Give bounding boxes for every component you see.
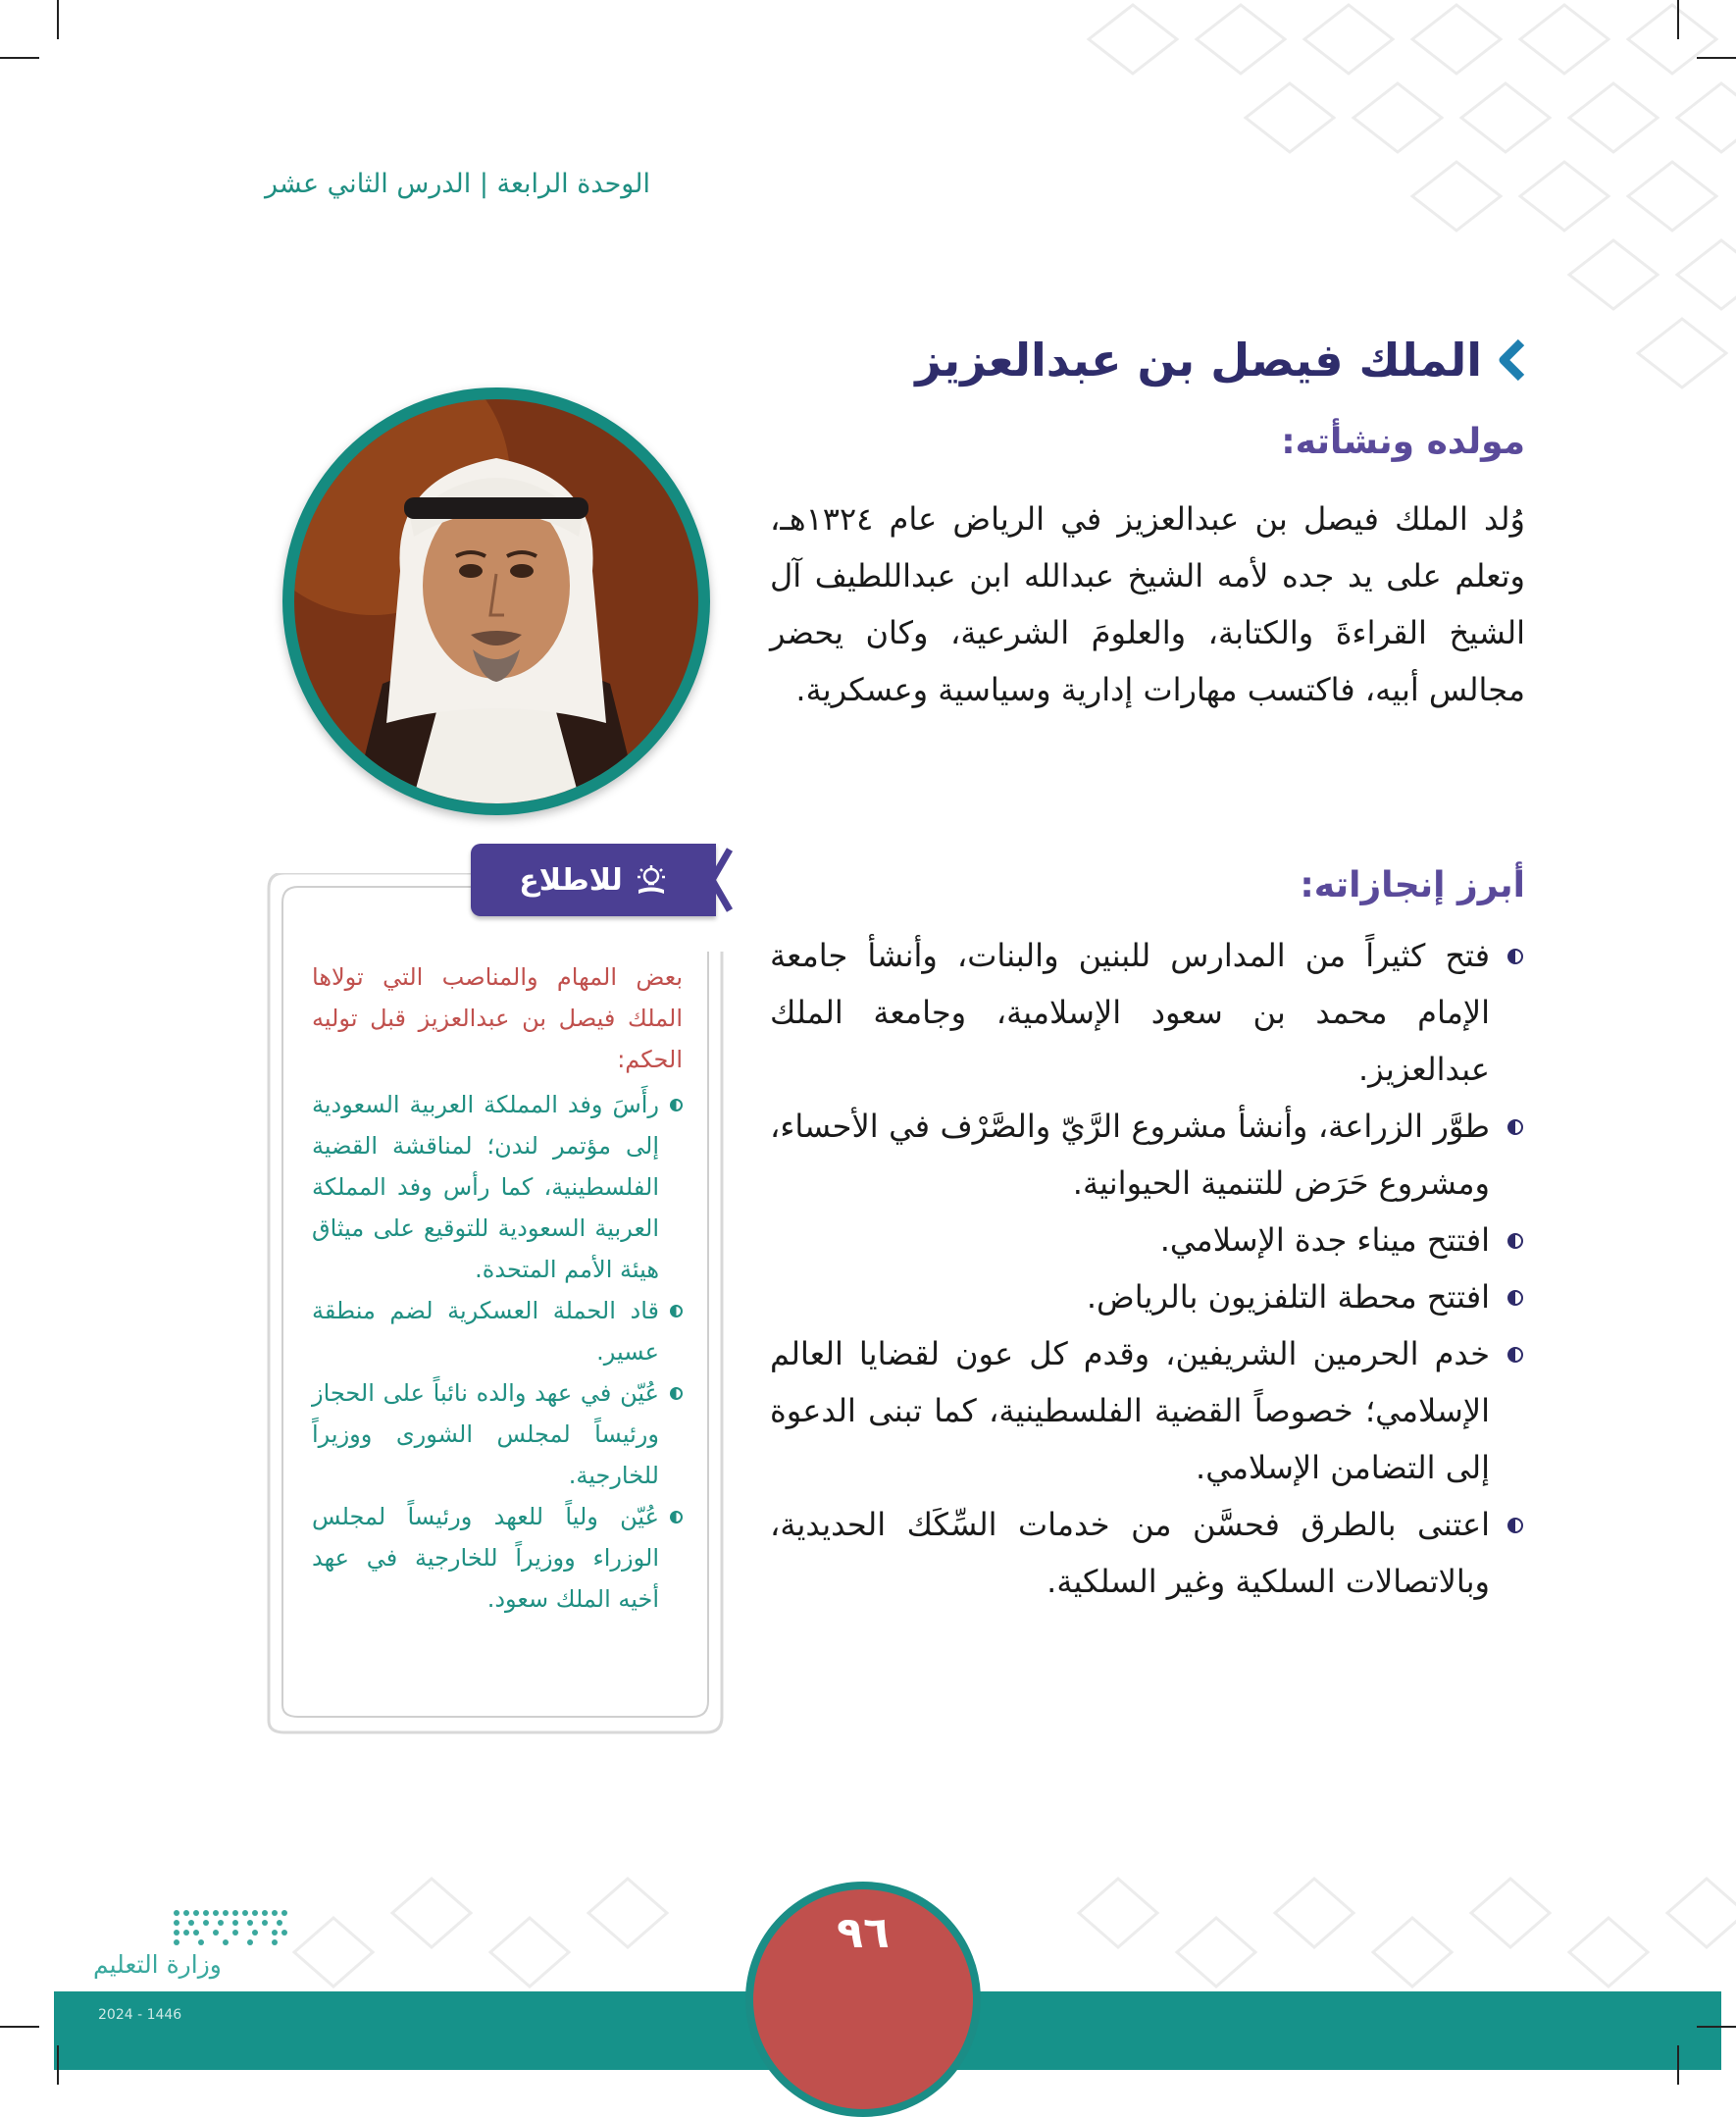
bullet-icon bbox=[1507, 1119, 1523, 1135]
list-item bbox=[770, 1325, 1525, 1496]
list-item bbox=[770, 1212, 1525, 1268]
list-item bbox=[312, 1372, 683, 1496]
achievement-text: طوَّر الزراعة، وأنشأ مشروع الرَّيّ والصَّرْف في الأحساء، ومشروع حَرَض للتنمية الحيوانية. bbox=[770, 1108, 1490, 1202]
chevron-left-icon bbox=[706, 846, 736, 914]
bullet-icon bbox=[1507, 1233, 1523, 1249]
section-title bbox=[915, 334, 1525, 387]
bullet-icon bbox=[670, 1387, 683, 1400]
bullet-icon bbox=[670, 1305, 683, 1317]
list-item bbox=[312, 1290, 683, 1372]
achievement-text: اعتنى بالطرق فحسَّن من خدمات السِّكَك الحديدية، وبالاتصالات السلكية وغير السلكية. bbox=[770, 1506, 1490, 1600]
ministry-name: وزارة التعليم bbox=[93, 1950, 222, 1979]
sidebar-item-text: رأَسَ وفد المملكة العربية السعودية إلى مؤتمر لندن؛ لمناقشة القضية الفلسطينية، كما رأس وفد المملكة العربية السعودية للتوقيع على ميثاق هيئة الأمم المتحدة. bbox=[312, 1091, 659, 1283]
birth-heading: مولده ونشأته: bbox=[1281, 422, 1525, 462]
sidebar-item-text: قاد الحملة العسكرية لضم منطقة عسير. bbox=[312, 1297, 659, 1366]
bullet-icon bbox=[1507, 1347, 1523, 1363]
achievements-section bbox=[770, 927, 1525, 1610]
bullet-icon bbox=[670, 1511, 683, 1523]
breadcrumb: الوحدة الرابعة | الدرس الثاني عشر bbox=[265, 169, 650, 199]
list-item bbox=[312, 1084, 683, 1290]
list-item bbox=[770, 1496, 1525, 1610]
crop-mark bbox=[1677, 2045, 1679, 2085]
page-title: الملك فيصل بن عبدالعزيز bbox=[915, 334, 1482, 387]
crop-mark bbox=[0, 2026, 39, 2028]
portrait-image bbox=[294, 399, 698, 803]
achievement-text: افتتح ميناء جدة الإسلامي. bbox=[1159, 1221, 1490, 1259]
sidebar-intro: بعض المهام والمناصب التي تولاها الملك فيصل بن عبدالعزيز قبل توليه الحكم: bbox=[312, 963, 683, 1073]
sidebar-list bbox=[312, 1084, 683, 1620]
crop-mark bbox=[57, 0, 59, 39]
bullet-icon bbox=[1507, 1518, 1523, 1533]
bullet-icon bbox=[670, 1099, 683, 1111]
sidebar-tab-label: للاطلاع bbox=[519, 862, 623, 898]
sidebar-item-text: عُيّن في عهد والده نائباً على الحجاز ورئيساً لمجلس الشورى ووزيراً للخارجية. bbox=[312, 1379, 659, 1489]
list-item bbox=[312, 1496, 683, 1620]
chevron-left-icon bbox=[1496, 338, 1525, 382]
crop-mark bbox=[1697, 2026, 1736, 2028]
list-item bbox=[770, 1268, 1525, 1325]
achievement-text: افتتح محطة التلفزيون بالرياض. bbox=[1086, 1278, 1490, 1316]
sidebar-tab bbox=[471, 844, 716, 916]
achievements-list bbox=[770, 927, 1525, 1610]
page-number: ٩٦ bbox=[837, 1908, 890, 1958]
crop-mark bbox=[0, 57, 39, 59]
list-item bbox=[770, 927, 1525, 1098]
king-portrait bbox=[282, 387, 710, 815]
lightbulb-book-icon bbox=[635, 863, 668, 897]
sidebar-item-text: عُيّن ولياً للعهد ورئيساً لمجلس الوزراء ووزيراً للخارجية في عهد أخيه الملك سعود. bbox=[312, 1503, 659, 1613]
bullet-icon bbox=[1507, 1290, 1523, 1306]
ministry-year: 2024 - 1446 bbox=[98, 2007, 182, 2023]
sidebar-content bbox=[312, 956, 683, 1620]
achievement-text: فتح كثيراً من المدارس للبنين والبنات، وأنشأ جامعة الإمام محمد بن سعود الإسلامية، وجامعة الملك عبدالعزيز. bbox=[770, 937, 1490, 1088]
paragraph-text: وُلد الملك فيصل بن عبدالعزيز في الرياض عام ١٣٢٤هـ، وتعلم على يد جده لأمه الشيخ عبدالله ابن عبداللطيف آل الشيخ القراءةَ والكتابة، والعلومَ الشرعية، وكان يحضر مجالس أبيه، فاكتسب مهارات إدارية وسياسية وعسكرية. bbox=[770, 500, 1525, 708]
decorative-pattern-bottom bbox=[275, 1844, 1736, 2011]
birth-paragraph bbox=[770, 491, 1525, 718]
crop-mark bbox=[1697, 57, 1736, 59]
crop-mark bbox=[57, 2045, 59, 2085]
list-item bbox=[770, 1098, 1525, 1212]
achievement-text: خدم الحرمين الشريفين، وقدم كل عون لقضايا العالم الإسلامي؛ خصوصاً القضية الفلسطينية، كما تبنى الدعوة إلى التضامن الإسلامي. bbox=[770, 1335, 1490, 1486]
crop-mark bbox=[1677, 0, 1679, 39]
achievements-heading: أبرز إنجازاته: bbox=[1300, 865, 1525, 905]
bullet-icon bbox=[1507, 949, 1523, 964]
